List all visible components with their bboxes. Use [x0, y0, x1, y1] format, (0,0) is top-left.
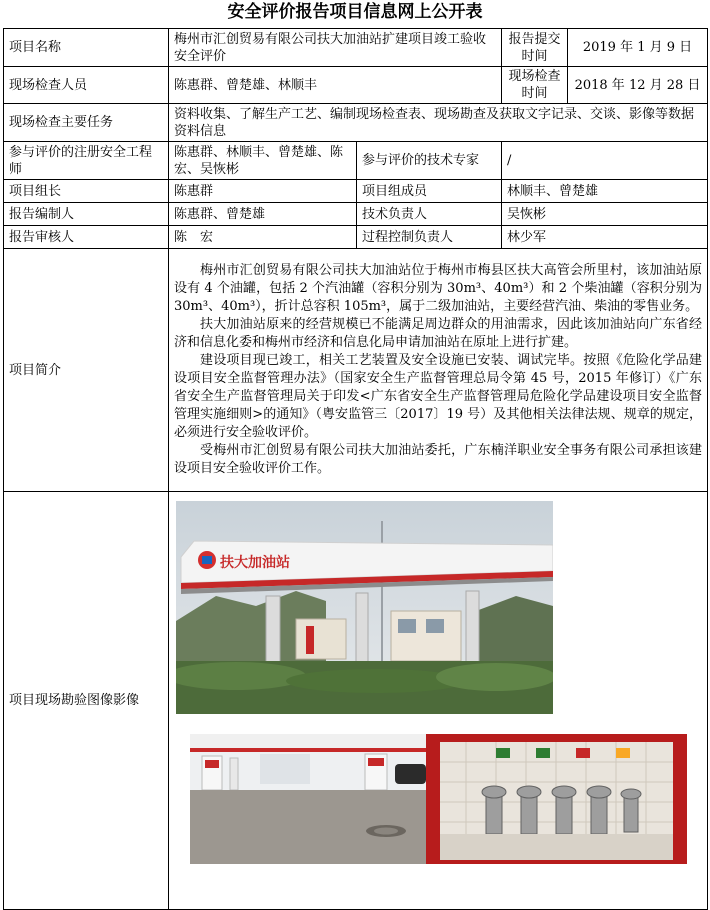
label-inspect-date: 现场检查时间 [502, 67, 568, 104]
value-inspect-date: 2018 年 12 月 28 日 [568, 67, 708, 104]
label-project-name: 项目名称 [4, 29, 169, 67]
page-title: 安全评价报告项目信息网上公开表 [227, 2, 483, 22]
value-experts: / [502, 142, 708, 180]
label-tech-lead: 技术负责人 [357, 203, 502, 226]
row-reviewer [4, 226, 708, 249]
canopy-sign-text: 扶大加油站 [220, 555, 290, 571]
row-project-name [4, 29, 708, 67]
row-inspectors [4, 67, 708, 104]
label-images: 项目现场勘验图像影像 [4, 492, 169, 910]
photo-forecourt [190, 734, 426, 864]
label-submit-date: 报告提交时间 [502, 29, 568, 67]
label-leader: 项目组长 [4, 180, 169, 203]
label-experts: 参与评价的技术专家 [357, 142, 502, 180]
intro-paragraph: 扶大加油站原来的经营规模已不能满足周边群众的用油需求，因此该加油站向广东省经济和信息化委和梅州市经济和信息化局申请加油站在原址上进行扩建。 [174, 317, 703, 350]
label-process-lead: 过程控制负责人 [357, 226, 502, 249]
value-submit-date: 2019 年 1 月 9 日 [568, 29, 708, 67]
label-intro: 项目简介 [4, 249, 169, 492]
label-members: 项目组成员 [357, 180, 502, 203]
intro-paragraph: 受梅州市汇创贸易有限公司扶大加油站委托，广东楠洋职业安全事务有限公司承担该建设项目安全验收评价工作。 [174, 443, 703, 476]
label-reviewer: 报告审核人 [4, 226, 169, 249]
photo-tank-wellheads [426, 734, 687, 864]
row-leader [4, 180, 708, 203]
value-process-lead: 林少军 [502, 226, 708, 249]
label-tasks: 现场检查主要任务 [4, 104, 169, 142]
intro-paragraph: 建设项目现已竣工，相关工艺装置及安全设施已安装、调试完毕。按照《危险化学品建设项目安全监督管理办法》（国家安全生产监督管理总局令第 45 号，2015 年修订）《广东省安全生产监督管理局关于印发<广东省安全生产监督管理局危险化学品建设项目安全监督管理实施细则>的通知》（粤安监管三〔2017〕19 号）及其他相关法律法规、规章的规定，必须进行安全验收评价。 [174, 353, 703, 440]
intro-paragraph: 梅州市汇创贸易有限公司扶大加油站位于梅州市梅县区扶大高管会所里村，该加油站原设有 4 个油罐，包括 2 个汽油罐（容积分别为 30m³、40m³）和 2 个柴油罐（容积分别为 30m³、40m³），折计总容积 105m³，属于二级加油站，主要经营汽油、柴油的零售业务。 [174, 263, 703, 314]
label-inspectors: 现场检查人员 [4, 67, 169, 104]
value-tech-lead: 吴恢彬 [502, 203, 708, 226]
value-project-name: 梅州市汇创贸易有限公司扶大加油站扩建项目竣工验收安全评价 [169, 29, 502, 67]
row-intro [4, 249, 708, 492]
row-compiler [4, 203, 708, 226]
value-inspectors: 陈惠群、曾楚雄、林顺丰 [169, 67, 502, 104]
value-engineers: 陈惠群、林顺丰、曾楚雄、陈宏、吴恢彬 [169, 142, 357, 180]
photo-station-canopy [176, 501, 553, 714]
value-leader: 陈惠群 [169, 180, 357, 203]
value-reviewer: 陈 宏 [169, 226, 357, 249]
value-intro [169, 249, 708, 492]
row-engineers [4, 142, 708, 180]
value-compiler: 陈惠群、曾楚雄 [169, 203, 357, 226]
row-tasks [4, 104, 708, 142]
label-engineers: 参与评价的注册安全工程师 [4, 142, 169, 180]
label-compiler: 报告编制人 [4, 203, 169, 226]
value-members: 林顺丰、曾楚雄 [502, 180, 708, 203]
value-tasks: 资料收集、了解生产工艺、编制现场检查表、现场勘查及获取文字记录、交谈、影像等数据资料信息 [169, 104, 708, 142]
